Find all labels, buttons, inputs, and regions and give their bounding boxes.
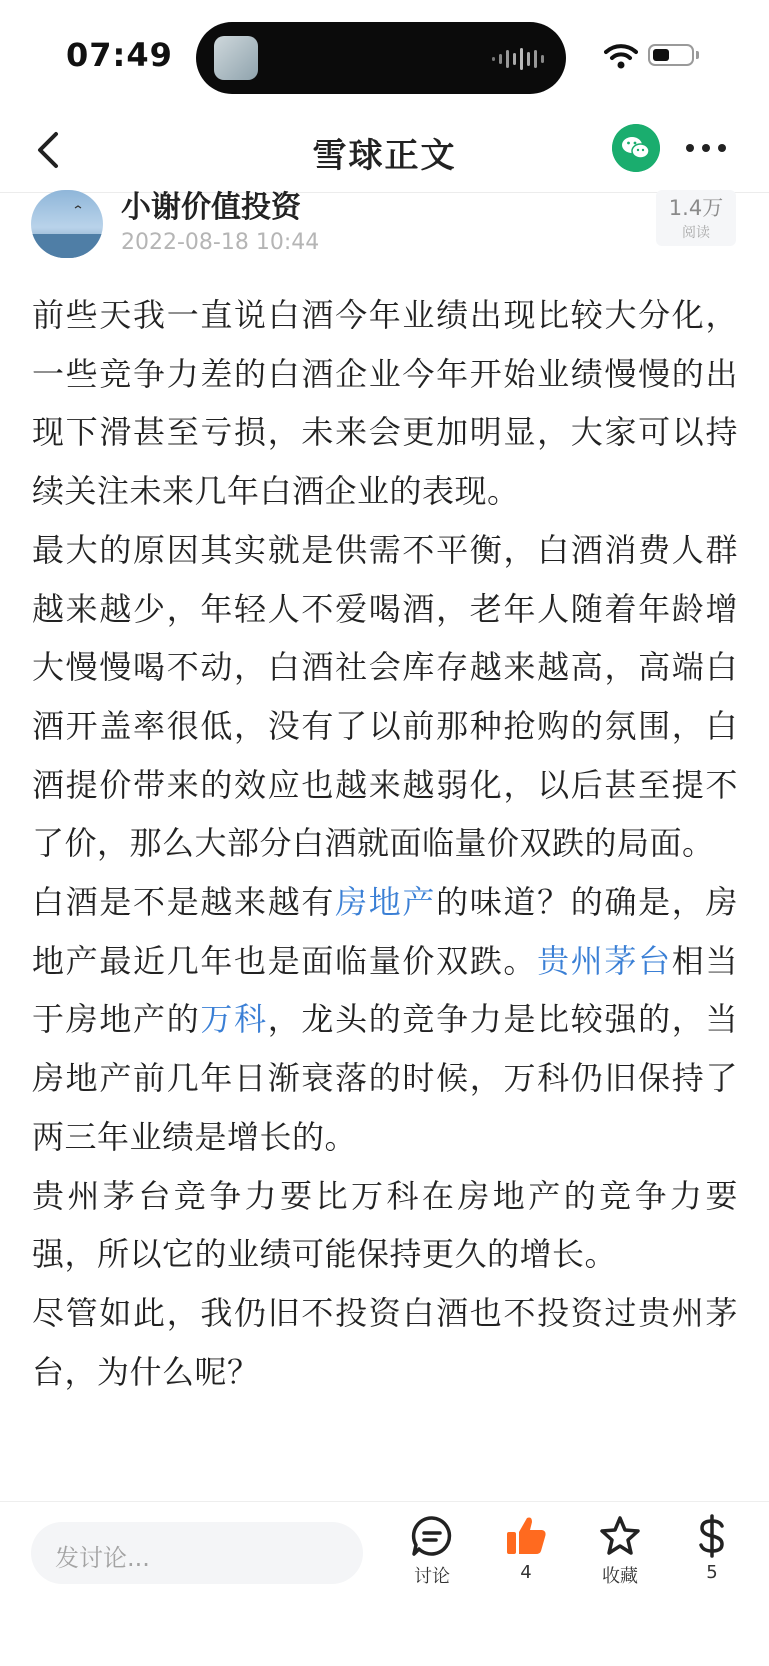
- now-playing-thumbnail: [214, 36, 258, 80]
- page-title: 雪球正文: [312, 136, 457, 176]
- thumbs-up-icon: [504, 1514, 548, 1558]
- reward-count: 5: [706, 1562, 718, 1583]
- discuss-icon: [410, 1514, 454, 1558]
- star-icon: [598, 1514, 642, 1558]
- wifi-icon: [604, 42, 638, 70]
- like-button[interactable]: [486, 1514, 566, 1583]
- like-count: 4: [520, 1562, 532, 1583]
- discuss-button[interactable]: [392, 1514, 472, 1588]
- article-paragraph: 前些天我一直说白酒今年业绩出现比较大分化，一些竞争力差的白酒企业今年开始业绩慢慢的出现下滑甚至亏损，未来会更加明显，大家可以持续关注未来几年白酒企业的表现。: [32, 296, 738, 511]
- dynamic-island[interactable]: [196, 22, 566, 94]
- favorite-label: 收藏: [602, 1566, 638, 1587]
- post-date: 2022-08-18 10:44: [121, 230, 320, 255]
- battery-icon: [648, 44, 694, 66]
- status-time: 07:49: [66, 36, 173, 74]
- stock-link-vanke[interactable]: 万科: [200, 1000, 268, 1039]
- audio-wave-icon: [492, 48, 544, 70]
- status-bar: [0, 0, 769, 110]
- article-body: [32, 286, 738, 1501]
- more-icon[interactable]: [684, 138, 728, 158]
- stock-link-moutai[interactable]: 贵州茅台: [537, 941, 672, 980]
- comment-placeholder: 发讨论...: [55, 1544, 150, 1572]
- top-nav: [0, 110, 769, 193]
- avatar[interactable]: [31, 190, 103, 258]
- favorite-button[interactable]: [580, 1514, 660, 1588]
- author-header: [0, 192, 769, 262]
- comment-input[interactable]: [31, 1522, 363, 1584]
- author-name[interactable]: 小谢价值投资: [121, 190, 301, 225]
- bottom-action-bar: [0, 1501, 769, 1666]
- article-paragraph: 白酒是不是越来越有房地产的味道？的确是，房地产最近几年也是面临量价双跌。贵州茅台相当于房地产的万科，龙头的竞争力是比较强的，当房地产前几年日渐衰落的时候，万科仍旧保持了两三年业绩是增长的。: [32, 883, 738, 1156]
- article-paragraph: 尽管如此，我仍旧不投资白酒也不投资过贵州茅台，为什么呢？: [32, 1293, 738, 1391]
- dollar-icon: [690, 1514, 734, 1558]
- read-label: 阅读: [682, 225, 710, 241]
- stock-link-real-estate[interactable]: 房地产: [335, 883, 437, 922]
- article-paragraph: 贵州茅台竞争力要比万科在房地产的竞争力要强，所以它的业绩可能保持更久的增长。: [32, 1176, 738, 1274]
- read-count-badge: [656, 190, 736, 246]
- discuss-label: 讨论: [414, 1566, 450, 1587]
- article-paragraph: 最大的原因其实就是供需不平衡，白酒消费人群越来越少，年轻人不爱喝酒，老年人随着年龄增大慢慢喝不动，白酒社会库存越来越高，高端白酒开盖率很低，没有了以前那种抢购的氛围，白酒提价带来的效应也越来越弱化，以后甚至提不了价，那么大部分白酒就面临量价双跌的局面。: [32, 530, 738, 863]
- wechat-icon[interactable]: [612, 124, 660, 172]
- reward-button[interactable]: [672, 1514, 752, 1583]
- read-count: 1.4万: [668, 196, 724, 220]
